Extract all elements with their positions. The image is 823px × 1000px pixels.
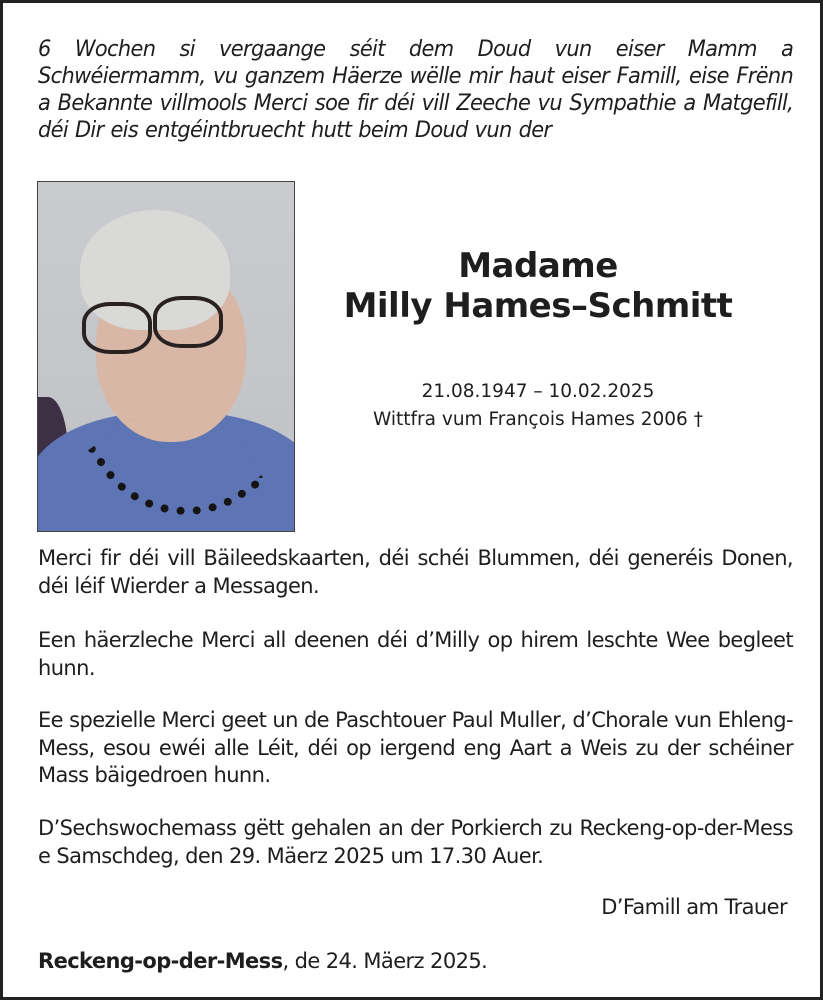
place: Reckeng-op-der-Mess: [38, 949, 283, 973]
date: , de 24. Mäerz 2025.: [282, 949, 488, 973]
paragraph-mass-info: D’Sechswochemass gëtt gehalen an der Porkierch zu Reckeng-op-der-Mess e Samschdeg, den 29. Mäerz 2025 um 17.30 Auer.: [38, 816, 793, 868]
salutation: Madame: [458, 246, 618, 286]
paragraph-special-thanks: Ee spezielle Merci geet un de Paschtouer Paul Muller, d’Chorale vun Ehleng-Mess, esou ewéi alle Léit, déi op iergend eng Aart a Weis zu der schéiner Mass bäigedroen hunn.: [38, 708, 793, 787]
photo-glasses-left: [82, 302, 152, 354]
portrait-photo: [37, 181, 295, 532]
deceased-name-block: [303, 246, 773, 326]
intro-text: 6 Wochen si vergaange séit dem Doud vun eiser Mamm a Schwéiermamm, vu ganzem Häerze wëlle mir haut eiser Famill, eise Frënn a Bekannte villmools Merci soe fir déi vill Zeeche vu Sympathie a Matgefill, déi Dir eis entgéintbruecht hutt beim Doud vun der: [38, 36, 794, 143]
dates-block: [303, 378, 773, 434]
place-date: [38, 947, 487, 975]
paragraph-thanks-escort: Een häerzleche Merci all deenen déi d’Milly op hirem leschte Wee begleet hunn.: [38, 628, 793, 680]
photo-glasses-right: [153, 296, 223, 348]
paragraph-thanks-cards: Merci fir déi vill Bäileedskaarten, déi schéi Blummen, déi generéis Donen, déi léif Wierder a Messagen.: [38, 546, 793, 598]
widow-of: Wittfra vum François Hames 2006 †: [373, 409, 703, 430]
signature: D’Famill am Trauer: [601, 895, 787, 919]
life-span: 21.08.1947 – 10.02.2025: [421, 381, 655, 402]
deceased-name: Milly Hames–Schmitt: [343, 286, 733, 326]
